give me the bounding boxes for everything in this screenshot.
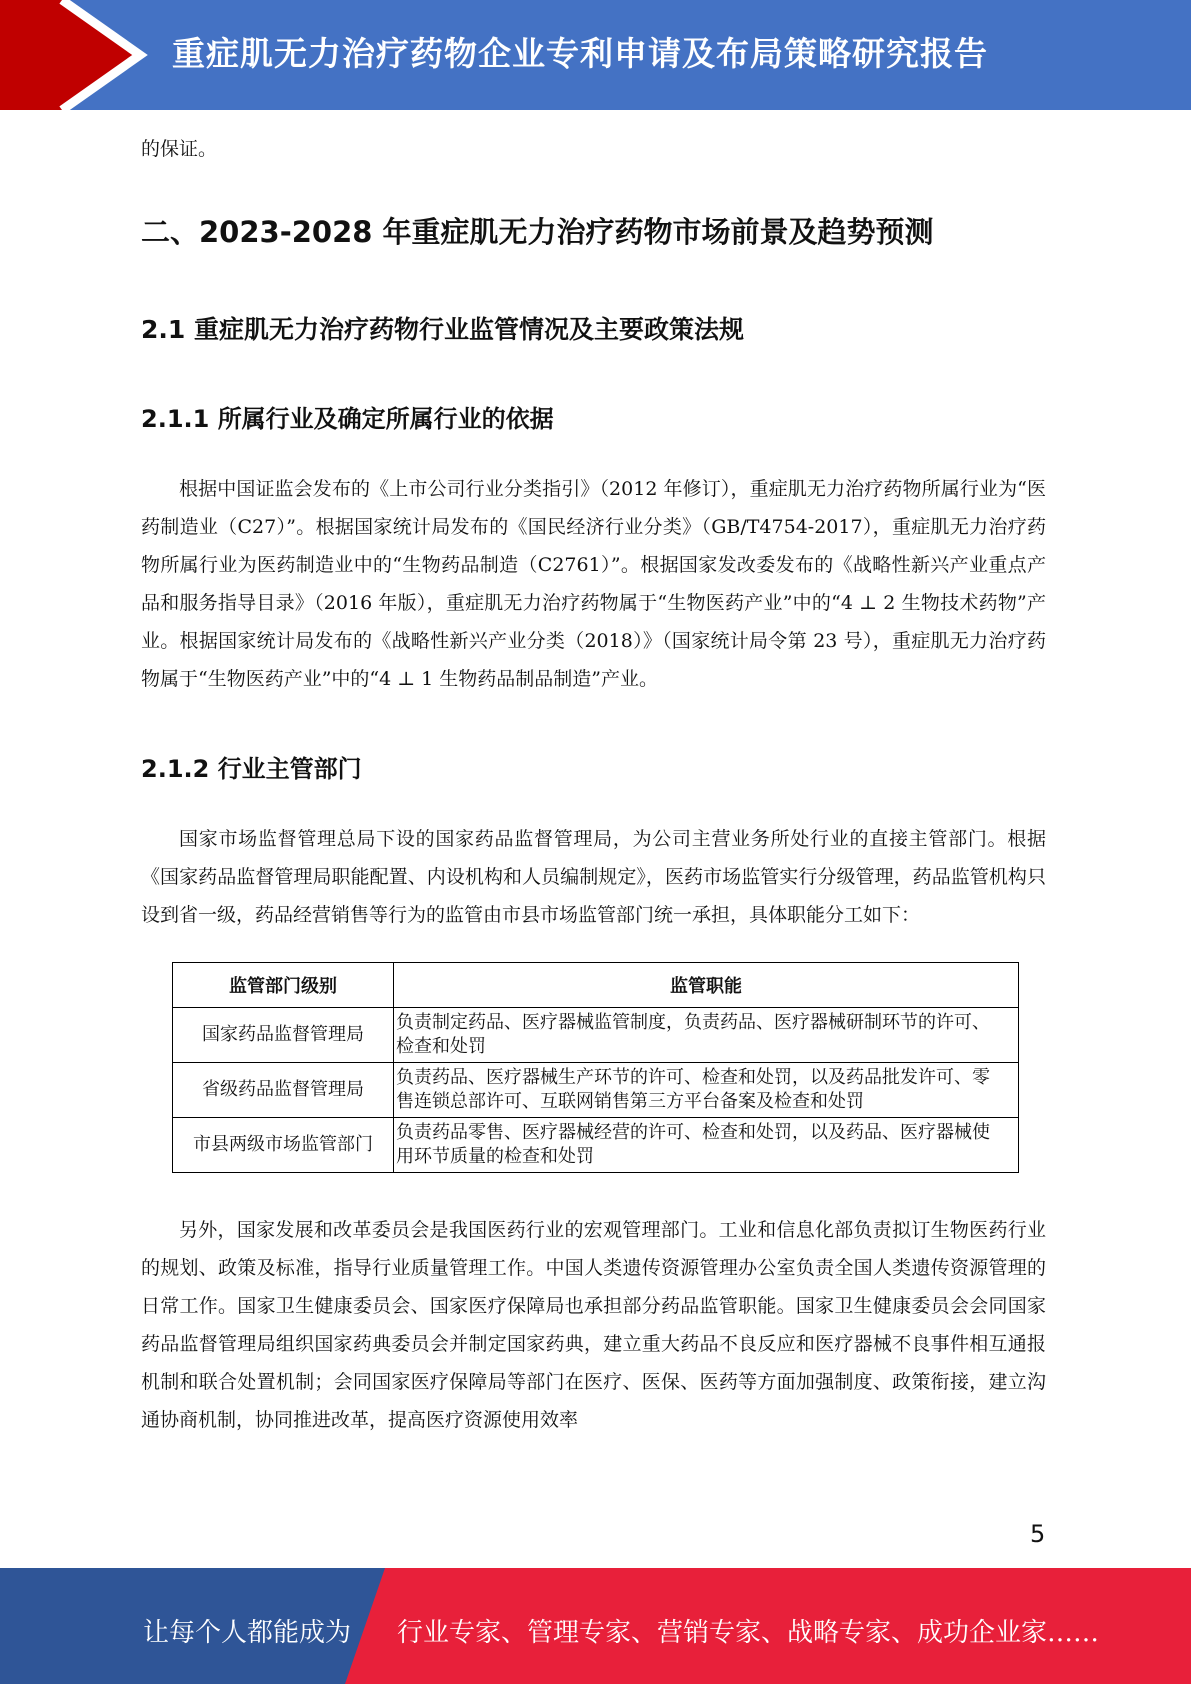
page-header <box>0 0 1191 110</box>
intro-tail: 的保证。 <box>141 138 218 160</box>
table-row <box>173 1063 1019 1118</box>
paragraph-authority: 国家市场监督管理总局下设的国家药品监督管理局，为公司主营业务所处行业的直接主管部门。根据《国家药品监督管理局职能配置、内设机构和人员编制规定》，医药市场监管实行分级管理，药品监管机构只设到省一级，药品经营销售等行为的监管由市县市场监管部门统一承担，具体职能分工如下： <box>141 828 1046 926</box>
table-header-function: 监管职能 <box>394 963 1019 1008</box>
table-cell-level: 市县两级市场监管部门 <box>173 1118 394 1173</box>
page-footer <box>0 1568 1191 1684</box>
subsection-heading: 2.1 重症肌无力治疗药物行业监管情况及主要政策法规 <box>141 315 744 344</box>
footer-slogan-left: 让每个人都能成为 <box>143 1618 352 1648</box>
page-number: 5 <box>1030 1520 1046 1548</box>
sub-subsection-heading-industry: 2.1.1 所属行业及确定所属行业的依据 <box>141 405 554 433</box>
table-header-row <box>173 963 1019 1008</box>
table-cell-function: 负责制定药品、医疗器械监管制度，负责药品、医疗器械研制环节的许可、检查和处罚 <box>394 1008 1019 1063</box>
table-header-level: 监管部门级别 <box>173 963 394 1008</box>
paragraph-industry-basis: 根据中国证监会发布的《上市公司行业分类指引》（2012 年修订），重症肌无力治疗药物所属行业为“医药制造业（C27）”。根据国家统计局发布的《国民经济行业分类》（GB/T4754-2017），重症肌无力治疗药物所属行业为医药制造业中的“生物药品制造（C2761）”。根据国家发改委发布的《战略性新兴产业重点产品和服务指导目录》（2016 年版），重症肌无力治疗药物属于“生物医药产业”中的“4 ⊥ 2 生物技术药物”产业。根据国家统计局发布的《战略性新兴产业分类（2018）》（国家统计局令第 23 号），重症肌无力治疗药物属于“生物医药产业”中的“4 ⊥ 1 生物药品制品制造”产业。 <box>141 478 1046 690</box>
table-row <box>173 1118 1019 1173</box>
footer-slogan-right: 行业专家、管理专家、营销专家、战略专家、成功企业家…… <box>397 1618 1100 1648</box>
table-cell-level: 国家药品监督管理局 <box>173 1008 394 1063</box>
page-content <box>141 130 1046 1439</box>
table-cell-level: 省级药品监督管理局 <box>173 1063 394 1118</box>
table-cell-function: 负责药品、医疗器械生产环节的许可、检查和处罚，以及药品批发许可、零售连锁总部许可、互联网销售第三方平台备案及检查和处罚 <box>394 1063 1019 1118</box>
sub-subsection-heading-authority: 2.1.2 行业主管部门 <box>141 755 362 783</box>
regulatory-table <box>172 962 1019 1173</box>
header-arrow-decoration <box>0 0 170 110</box>
section-heading: 二、2023-2028 年重症肌无力治疗药物市场前景及趋势预测 <box>141 215 934 249</box>
report-title: 重症肌无力治疗药物企业专利申请及布局策略研究报告 <box>172 34 988 73</box>
table-cell-function: 负责药品零售、医疗器械经营的许可、检查和处罚，以及药品、医疗器械使用环节质量的检查和处罚 <box>394 1118 1019 1173</box>
paragraph-other-departments: 另外，国家发展和改革委员会是我国医药行业的宏观管理部门。工业和信息化部负责拟订生物医药行业的规划、政策及标准，指导行业质量管理工作。中国人类遗传资源管理办公室负责全国人类遗传资源管理的日常工作。国家卫生健康委员会、国家医疗保障局也承担部分药品监管职能。国家卫生健康委员会会同国家药品监督管理局组织国家药典委员会并制定国家药典，建立重大药品不良反应和医疗器械不良事件相互通报机制和联合处置机制；会同国家医疗保障局等部门在医疗、医保、医药等方面加强制度、政策衔接，建立沟通协商机制，协同推进改革，提高医疗资源使用效率 <box>141 1219 1046 1431</box>
table-row <box>173 1008 1019 1063</box>
